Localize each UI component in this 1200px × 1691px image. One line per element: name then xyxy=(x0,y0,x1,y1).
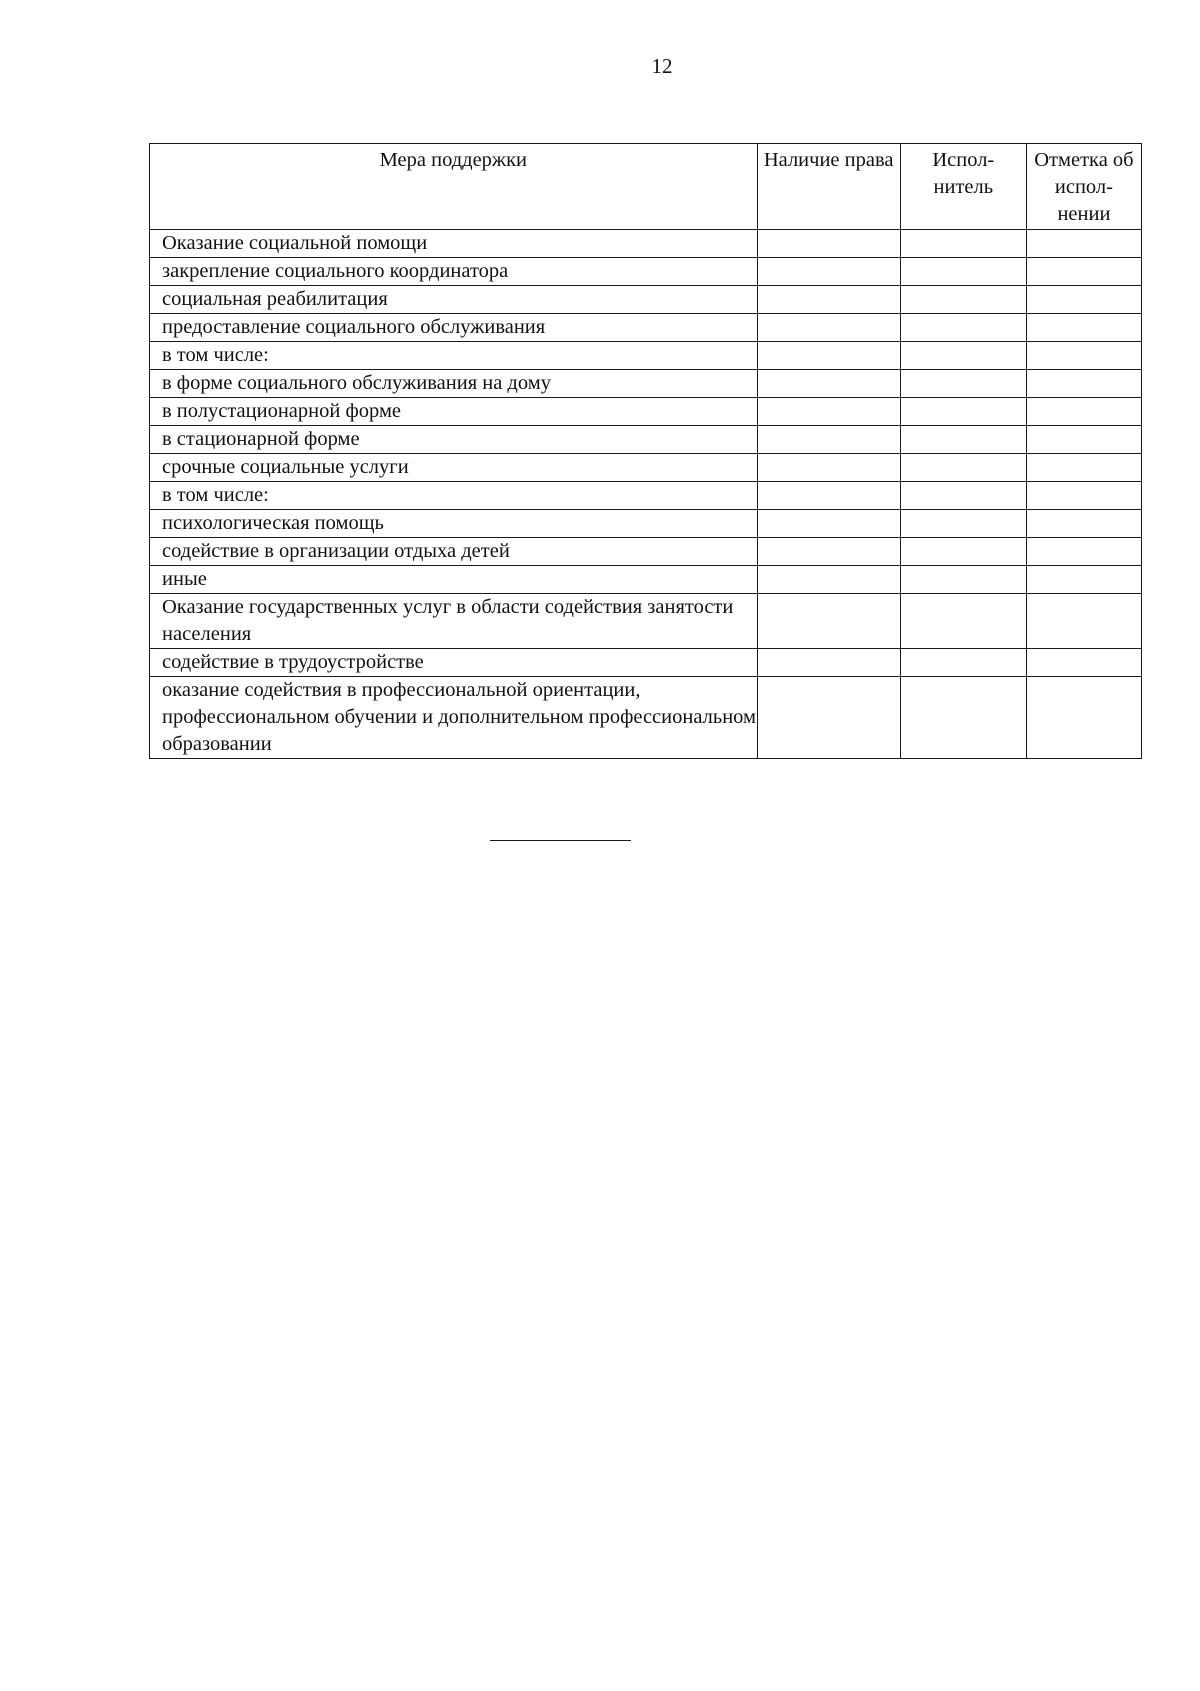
mark-cell xyxy=(1026,649,1141,677)
table-row xyxy=(150,594,1142,649)
right-cell xyxy=(757,482,900,510)
executor-cell xyxy=(900,566,1026,594)
table-row xyxy=(150,398,1142,426)
measure-cell: Оказание государственных услуг в области содействия занятости населения xyxy=(150,594,758,649)
executor-cell xyxy=(900,370,1026,398)
right-cell xyxy=(757,230,900,258)
table-row xyxy=(150,258,1142,286)
right-cell xyxy=(757,342,900,370)
mark-cell xyxy=(1026,426,1141,454)
measure-cell: в том числе: xyxy=(150,342,758,370)
measure-cell: содействие в трудоустройстве xyxy=(150,649,758,677)
mark-cell xyxy=(1026,258,1141,286)
table-body xyxy=(150,230,1142,759)
executor-cell xyxy=(900,649,1026,677)
mark-cell xyxy=(1026,454,1141,482)
table-header-row xyxy=(150,144,1142,230)
header-right: Наличие права xyxy=(757,144,900,230)
mark-cell xyxy=(1026,482,1141,510)
mark-cell xyxy=(1026,342,1141,370)
right-cell xyxy=(757,258,900,286)
table-row xyxy=(150,230,1142,258)
right-cell xyxy=(757,566,900,594)
measure-cell: содействие в организации отдыха детей xyxy=(150,538,758,566)
executor-cell xyxy=(900,677,1026,759)
table-row xyxy=(150,482,1142,510)
header-measure: Мера поддержки xyxy=(150,144,758,230)
executor-cell xyxy=(900,286,1026,314)
table-row xyxy=(150,370,1142,398)
right-cell xyxy=(757,538,900,566)
mark-cell xyxy=(1026,538,1141,566)
mark-cell xyxy=(1026,370,1141,398)
executor-cell xyxy=(900,482,1026,510)
table-row xyxy=(150,286,1142,314)
measure-cell: срочные социальные услуги xyxy=(150,454,758,482)
executor-cell xyxy=(900,342,1026,370)
table-row xyxy=(150,566,1142,594)
right-cell xyxy=(757,510,900,538)
executor-cell xyxy=(900,594,1026,649)
measure-cell: социальная реабилитация xyxy=(150,286,758,314)
executor-cell xyxy=(900,454,1026,482)
support-measures-table xyxy=(149,143,1142,759)
right-cell xyxy=(757,398,900,426)
mark-cell xyxy=(1026,398,1141,426)
measure-cell: предоставление социального обслуживания xyxy=(150,314,758,342)
measure-cell: закрепление социального координатора xyxy=(150,258,758,286)
mark-cell xyxy=(1026,286,1141,314)
measure-cell: Оказание социальной помощи xyxy=(150,230,758,258)
mark-cell xyxy=(1026,230,1141,258)
mark-cell xyxy=(1026,594,1141,649)
measure-cell: в форме социального обслуживания на дому xyxy=(150,370,758,398)
table-row xyxy=(150,454,1142,482)
right-cell xyxy=(757,286,900,314)
table-row xyxy=(150,677,1142,759)
header-executor: Испол- нитель xyxy=(900,144,1026,230)
right-cell xyxy=(757,314,900,342)
measure-cell: в полустационарной форме xyxy=(150,398,758,426)
mark-cell xyxy=(1026,510,1141,538)
executor-cell xyxy=(900,510,1026,538)
right-cell xyxy=(757,594,900,649)
end-rule-divider xyxy=(490,840,631,841)
table-row xyxy=(150,538,1142,566)
executor-cell xyxy=(900,538,1026,566)
measure-cell: психологическая помощь xyxy=(150,510,758,538)
executor-cell xyxy=(900,398,1026,426)
table-row xyxy=(150,342,1142,370)
table-row xyxy=(150,426,1142,454)
executor-cell xyxy=(900,426,1026,454)
table-row xyxy=(150,314,1142,342)
executor-cell xyxy=(900,258,1026,286)
page-number: 12 xyxy=(651,54,673,78)
table-row xyxy=(150,510,1142,538)
mark-cell xyxy=(1026,677,1141,759)
executor-cell xyxy=(900,314,1026,342)
right-cell xyxy=(757,454,900,482)
right-cell xyxy=(757,677,900,759)
right-cell xyxy=(757,370,900,398)
executor-cell xyxy=(900,230,1026,258)
measure-cell: оказание содействия в профессиональной ориентации, профессиональном обучении и дополнительном профессиональном образовании xyxy=(150,677,758,759)
measure-cell: в том числе: xyxy=(150,482,758,510)
right-cell xyxy=(757,426,900,454)
header-mark: Отметка об испол- нении xyxy=(1026,144,1141,230)
mark-cell xyxy=(1026,566,1141,594)
measure-cell: в стационарной форме xyxy=(150,426,758,454)
mark-cell xyxy=(1026,314,1141,342)
measure-cell: иные xyxy=(150,566,758,594)
right-cell xyxy=(757,649,900,677)
table-row xyxy=(150,649,1142,677)
